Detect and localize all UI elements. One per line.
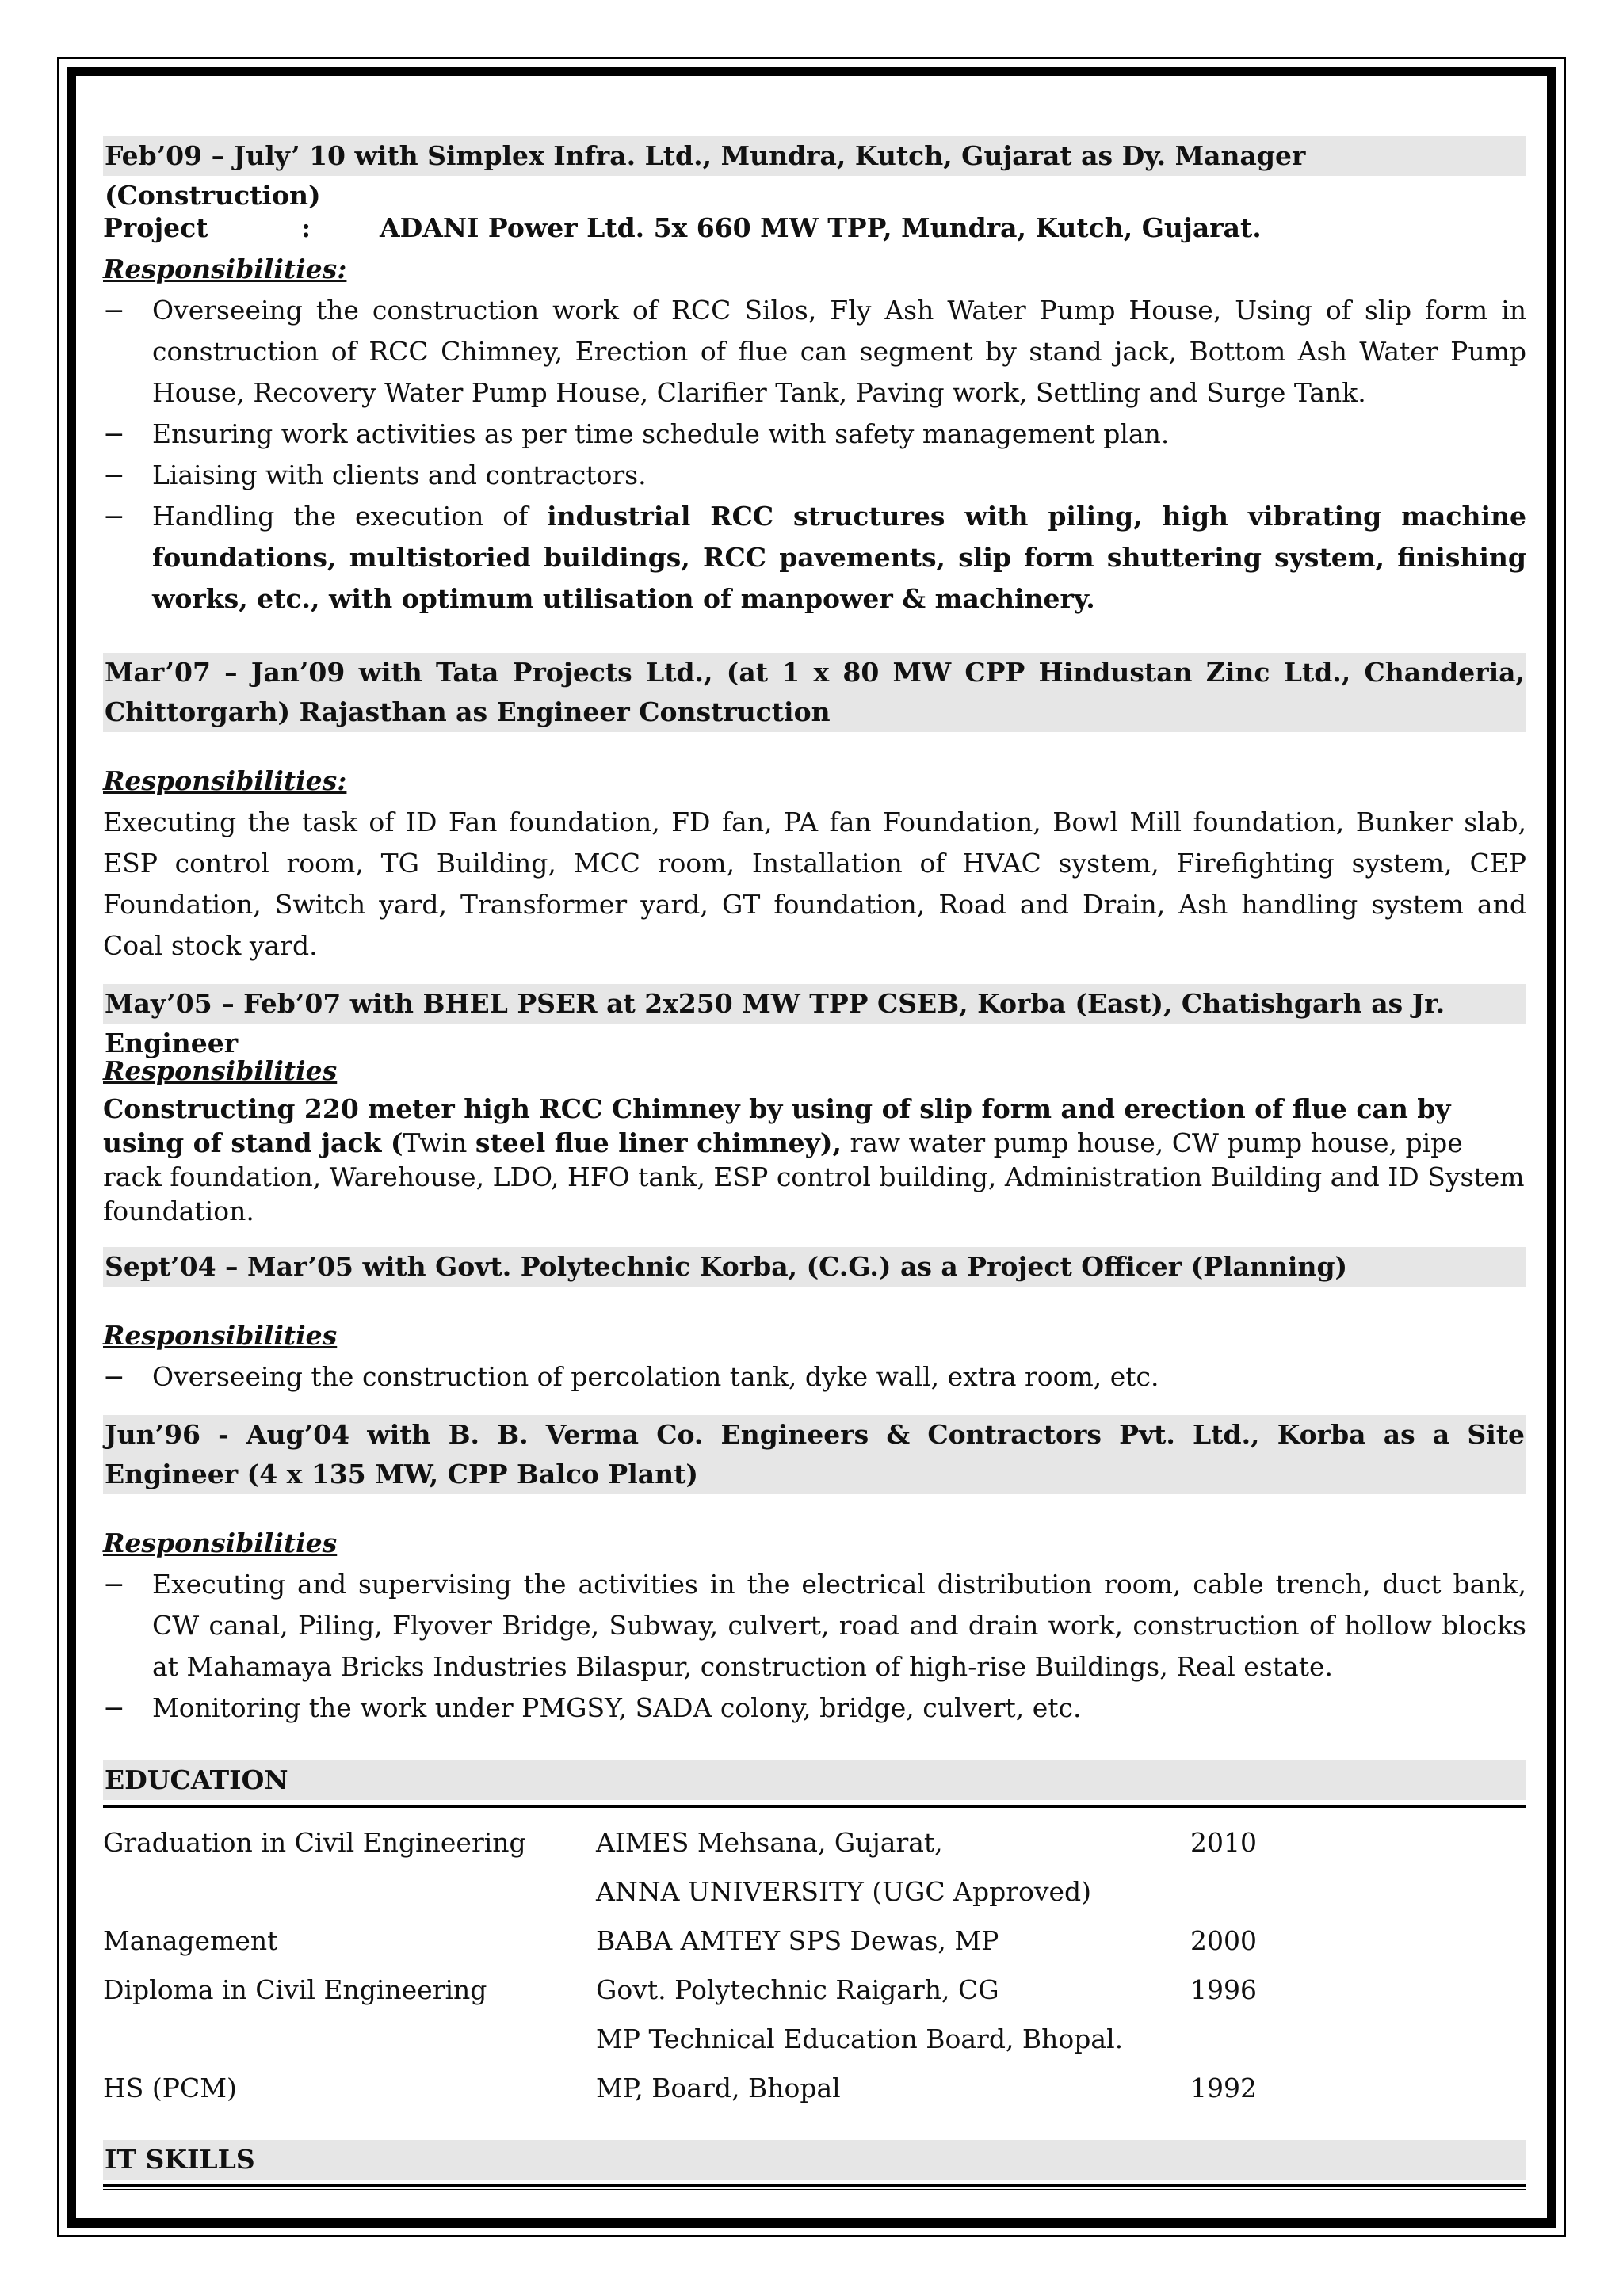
degree: HS (PCM) — [103, 2073, 237, 2103]
education-row — [103, 2064, 1526, 2113]
bullet-text: Executing and supervising the activities in the electrical distribution room, cable trench, duct bank, CW canal, Piling, Flyover Bridge, Subway, culvert, road and drain work, construction of hollow blocks at Mahamaya Bricks Industries Bilaspur, construction of high-rise Buildings, Real estate. — [152, 1569, 1526, 1682]
year: 2010 — [1190, 1827, 1257, 1858]
degree — [103, 2015, 596, 2064]
bullet-text: Liaising with clients and contractors. — [152, 460, 647, 490]
list-item — [103, 290, 1526, 414]
job-header-tata: Mar’07 – Jan’09 with Tata Projects Ltd., (at 1 x 80 MW CPP Hindustan Zinc Ltd., Chanderia, Chittorgarh) Rajasthan as Engineer Construction — [103, 653, 1526, 732]
responsibilities-label: Responsibilities: — [103, 254, 347, 284]
year — [1190, 2015, 1526, 2064]
responsibilities-label: Responsibilities — [103, 1320, 338, 1351]
text-normal: Twin — [403, 1127, 475, 1158]
education-row — [103, 1917, 1526, 1966]
year: 2000 — [1190, 1925, 1257, 1956]
bullet-text — [152, 496, 1526, 620]
bullet-dash: − — [103, 295, 125, 326]
responsibilities-text — [103, 1092, 1526, 1228]
list-item — [103, 1688, 1526, 1729]
resume-content — [103, 136, 1526, 2190]
job-header-bbverma: Jun’96 - Aug’04 with B. B. Verma Co. Engineers & Contractors Pvt. Ltd., Korba as a Site Engineer (4 x 135 MW, CPP Balco Plant) — [103, 1415, 1526, 1494]
education-row — [103, 2015, 1526, 2064]
list-item — [103, 496, 1526, 620]
list-item — [103, 414, 1526, 455]
responsibilities-text: Executing the task of ID Fan foundation, FD fan, PA fan Foundation, Bowl Mill foundation, Bunker slab, ESP control room, TG Building, MCC room, Installation of HVAC system, Firefighting system, CEP Foundation, Switch yard, Transformer yard, GT foundation, Road and Drain, Ash handling system and Coal stock yard. — [103, 807, 1526, 961]
text-normal: raw water pump house, CW pump house, pipe rack foundation, Warehouse, LDO, HFO tank, ESP control building, Administration Building and ID System foundation. — [103, 1127, 1525, 1226]
year: 1996 — [1190, 1974, 1257, 2005]
degree: Diploma in Civil Engineering — [103, 1974, 487, 2005]
education-heading: EDUCATION — [103, 1760, 1526, 1800]
section-rule — [103, 2184, 1526, 2190]
project-value: ADANI Power Ltd. 5x 660 MW TPP, Mundra, Kutch, Gujarat. — [380, 212, 1262, 243]
section-rule — [103, 1805, 1526, 1810]
bullet-dash: − — [103, 1361, 125, 1392]
degree: Graduation in Civil Engineering — [103, 1827, 526, 1858]
bullet-dash: − — [103, 1569, 125, 1600]
bullet-text-normal: Handling the execution of — [152, 501, 548, 532]
project-line — [103, 208, 1526, 249]
responsibilities-label: Responsibilities — [103, 1055, 338, 1086]
institute: BABA AMTEY SPS Dewas, MP — [596, 1925, 999, 1956]
bullet-text: Ensuring work activities as per time schedule with safety management plan. — [152, 418, 1170, 449]
institute: ANNA UNIVERSITY (UGC Approved) — [596, 1876, 1092, 1907]
bullet-dash: − — [103, 1692, 125, 1723]
text-bold: Constructing 220 meter high RCC Chimney by using of slip form and erection of flue can by using of stand jack ( — [103, 1093, 1451, 1158]
list-item — [103, 455, 1526, 496]
bullet-text-bold: industrial RCC structures with piling, high vibrating machine foundations, multistoried buildings, RCC pavements, slip form shuttering system, finishing works, etc., with optimum utilisation of manpower & machinery. — [152, 501, 1526, 614]
education-row — [103, 1818, 1526, 1867]
institute: MP, Board, Bhopal — [596, 2073, 841, 2103]
institute: Govt. Polytechnic Raigarh, CG — [596, 1974, 999, 2005]
bullet-dash: − — [103, 501, 125, 532]
job-header-polytechnic: Sept’04 – Mar’05 with Govt. Polytechnic Korba, (C.G.) as a Project Officer (Planning) — [103, 1247, 1526, 1287]
bullet-text: Overseeing the construction work of RCC Silos, Fly Ash Water Pump House, Using of slip form in construction of RCC Chimney, Erection of flue can segment by stand jack, Bottom Ash Water Pump House, Recovery Water Pump House, Clarifier Tank, Paving work, Settling and Surge Tank. — [152, 295, 1526, 408]
bullet-dash: − — [103, 460, 125, 490]
education-table — [103, 1818, 1526, 2113]
year — [1190, 1867, 1526, 1917]
responsibilities-label: Responsibilities — [103, 1527, 338, 1558]
bullet-text: Overseeing the construction of percolation tank, dyke wall, extra room, etc. — [152, 1361, 1159, 1392]
education-row — [103, 1966, 1526, 2015]
degree — [103, 1867, 596, 1917]
list-item — [103, 1356, 1526, 1398]
responsibilities-label: Responsibilities: — [103, 765, 347, 796]
bullet-text: Monitoring the work under PMGSY, SADA colony, bridge, culvert, etc. — [152, 1692, 1082, 1723]
education-row — [103, 1867, 1526, 1917]
job-header-simplex: Feb’09 – July’ 10 with Simplex Infra. Ltd., Mundra, Kutch, Gujarat as Dy. Manager (Construction) — [103, 136, 1526, 176]
project-separator: : — [301, 212, 311, 243]
text-bold: steel flue liner chimney), — [475, 1127, 842, 1158]
institute: AIMES Mehsana, Gujarat, — [596, 1827, 943, 1858]
job-header-bhel: May’05 – Feb’07 with BHEL PSER at 2x250 MW TPP CSEB, Korba (East), Chatishgarh as Jr. Engineer — [103, 984, 1526, 1024]
degree: Management — [103, 1925, 278, 1956]
bullet-dash: − — [103, 418, 125, 449]
institute: MP Technical Education Board, Bhopal. — [596, 2023, 1124, 2054]
project-label: Project — [103, 212, 208, 243]
list-item — [103, 1564, 1526, 1688]
year: 1992 — [1190, 2073, 1257, 2103]
it-skills-heading: IT SKILLS — [103, 2140, 1526, 2180]
